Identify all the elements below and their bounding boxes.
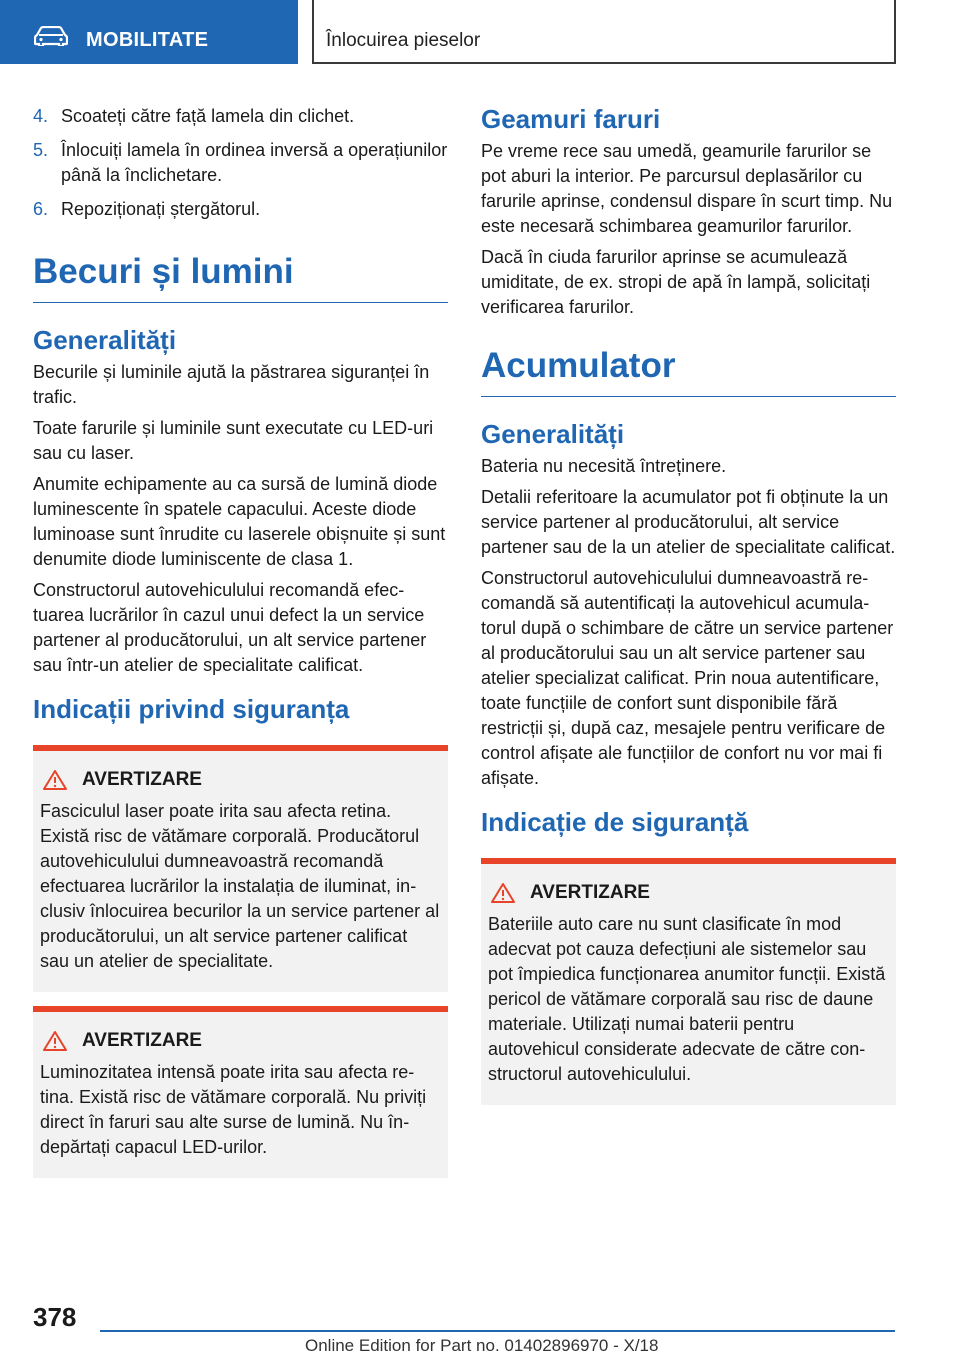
list-item xyxy=(33,104,448,129)
paragraph: Bateria nu necesită întreținere. xyxy=(481,456,727,476)
paragraph: Anumite echipamente au ca sursă de lumină diode luminescente în spatele capacului. Aceste diode luminoase sunt înrudite cu laserele obișnuite și sunt denumite diode luminiscente de clasa 1. xyxy=(33,474,446,569)
paragraph: Constructorul autovehiculului dumneavoastră recomandă să autentificați la autovehicul acumulatorul după o schimbare de către un service partener al producătorului sau un alt service partener sau atelier specializat calificat. Prin noua autentificare, toate funcțiile de confort sunt disponibile fără restricții și, după caz, mesajele pentru verificare de control afișate ale funcțiilor de confort nu vor mai fi afișate. xyxy=(481,568,894,788)
warning-text: Fasciculul laser poate irita sau afecta retina. Există risc de vătămare corporală. Producătorul autovehiculului dumneavoastră recomandă efectuarea lucrărilor la instalația de iluminat, inclusiv înlocuirea becurilor la un service partener al producătorului, un alt service partener calificat sau un atelier de specialitate. xyxy=(40,801,440,971)
heading-headlight-glass: Geamuri faruri xyxy=(481,104,661,134)
heading-general: Generalități xyxy=(481,419,625,449)
paragraph: Pe vreme rece sau umedă, geamurile farurilor se pot aburi la interior. Pe parcursul deplasărilor cu farurile aprinse, condensul dispare în scurt timp. Nu este necesară schimbarea geamurilor farurilor. xyxy=(481,141,893,236)
warning-box xyxy=(481,858,896,1105)
list-item xyxy=(33,197,448,222)
step-text: Înlocuiți lamela în ordinea inversă a operațiunilor până la înclichetare. xyxy=(61,140,448,185)
step-text: Scoateți către față lamela din clichet. xyxy=(61,106,355,126)
step-list xyxy=(33,104,448,222)
chapter-header xyxy=(312,0,896,64)
heading-battery: Acumulator xyxy=(481,346,896,397)
paragraph: Becurile și luminile ajută la păstrarea siguranței în trafic. xyxy=(33,362,430,407)
heading-general: Generalități xyxy=(33,325,177,355)
warning-box xyxy=(33,745,448,992)
paragraph: Constructorul autovehiculului recomandă efectuarea lucrărilor în cazul unui defect la un service partener al producătorului, un alt service partener sau într-un atelier de specialitate calificat. xyxy=(33,580,427,675)
page-number: 378 xyxy=(33,1302,77,1332)
warning-title: AVERTIZARE xyxy=(530,882,650,903)
warning-triangle-icon xyxy=(42,769,68,791)
left-column xyxy=(33,104,448,1178)
paragraph: Dacă în ciuda farurilor aprinse se acumulează umiditate, de ex. stropi de apă în lampă, solicitați verificarea farurilor. xyxy=(481,247,871,317)
heading-safety: Indicații privind siguranța xyxy=(33,694,350,724)
car-icon xyxy=(34,26,68,46)
warning-triangle-icon xyxy=(42,1030,68,1052)
paragraph: Toate farurile și luminile sunt executate cu LED-uri sau cu laser. xyxy=(33,418,434,463)
paragraph: Detalii referitoare la acumulator pot fi obținute la un service partener al producătorului, alt service partener sau de la un atelier de specialitate calificat. xyxy=(481,487,896,557)
warning-text: Bateriile auto care nu sunt clasificate în mod adecvat pot cauza defecțiuni ale sistemelor sau pot împiedica funcționarea anumitor funcții. Există pericol de vătămare corporală sau risc de daune materiale. Utilizați numai baterii pentru autovehicul considerate adecvate de către constructorul autovehiculului. xyxy=(488,914,886,1084)
edition-text: Online Edition for Part no. 01402896970 - X/18 xyxy=(305,1336,659,1355)
step-number: 4. xyxy=(33,106,49,126)
heading-safety: Indicație de siguranță xyxy=(481,807,749,837)
step-text: Repoziționați ștergătorul. xyxy=(61,199,261,219)
warning-triangle-icon xyxy=(490,882,516,904)
warning-title: AVERTIZARE xyxy=(82,769,202,790)
section-tab[interactable] xyxy=(0,0,298,64)
step-number: 6. xyxy=(33,199,49,219)
chapter-title: Înlocuirea pieselor xyxy=(326,30,481,51)
section-label: MOBILITATE xyxy=(86,29,209,51)
footer-divider xyxy=(100,1330,895,1332)
right-column xyxy=(481,104,896,1105)
warning-box xyxy=(33,1006,448,1178)
step-number: 5. xyxy=(33,140,49,160)
warning-text: Luminozitatea intensă poate irita sau afecta retina. Există risc de vătămare corporală. Nu priviți direct în faruri sau alte surse de lumină. Nu îndepărtați capacul LED-urilor. xyxy=(40,1062,427,1157)
heading-lights: Becuri și lumini xyxy=(33,252,448,303)
warning-title: AVERTIZARE xyxy=(82,1030,202,1051)
list-item xyxy=(33,138,448,188)
